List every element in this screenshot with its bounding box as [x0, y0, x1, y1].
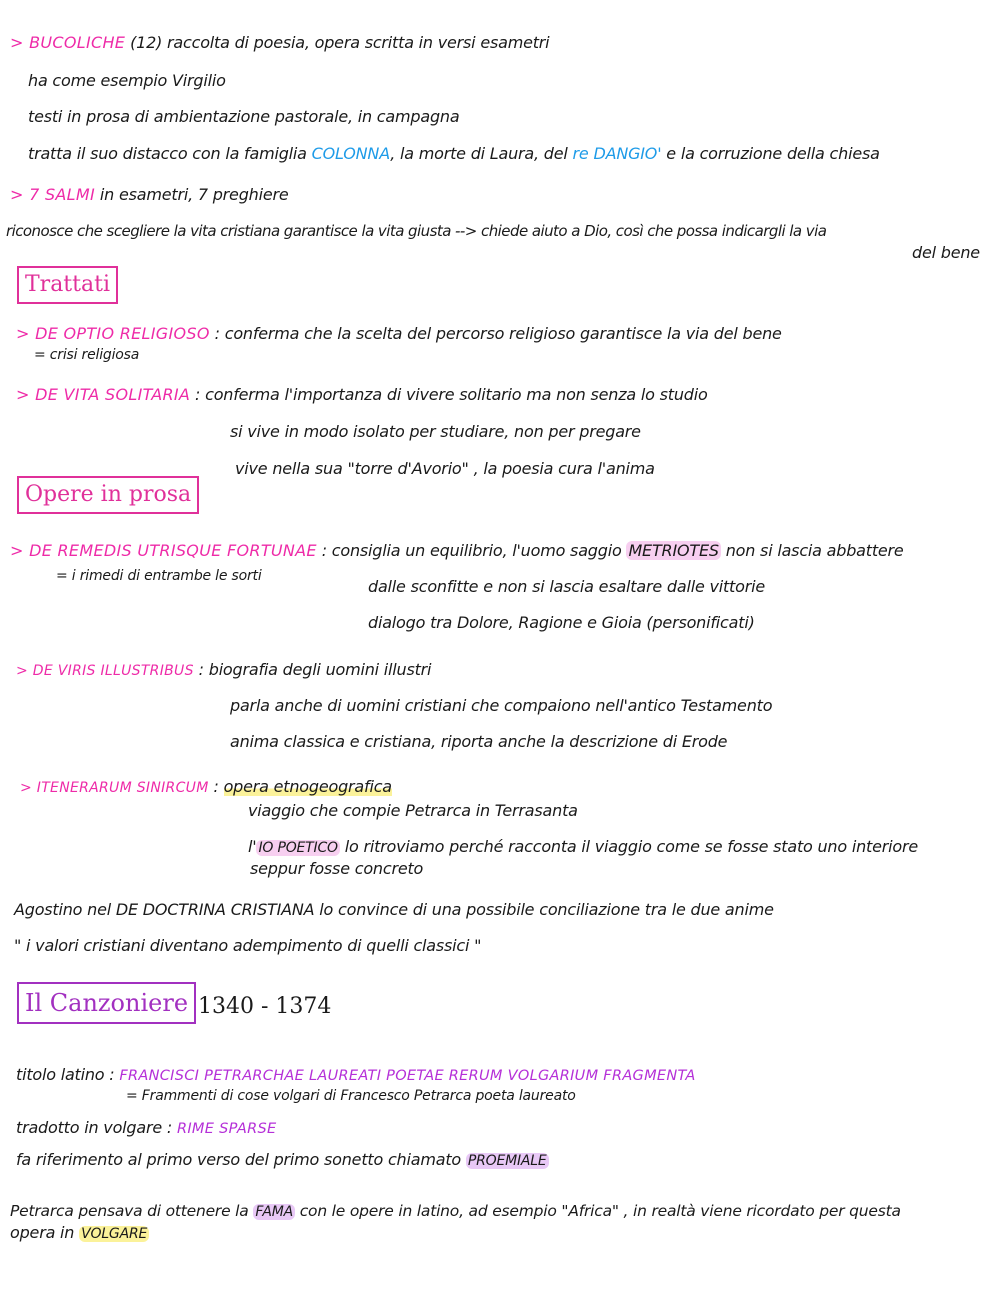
- vita-line-2: si vive in modo isolato per studiare, non per pregare: [230, 422, 641, 441]
- bucoliche-line-4c: e la corruzione della chiesa: [666, 144, 880, 163]
- remediis-desc-a: : consiglia un equilibrio, l'uomo saggio: [321, 541, 622, 560]
- titolo-latino-value: FRANCISCI PETRARCHAE LAUREATI POETAE RERUM VOLGARIUM FRAGMENTA: [119, 1068, 696, 1084]
- bucoliche-line-2: ha come esempio Virgilio: [28, 71, 226, 90]
- remediis-line-3: dialogo tra Dolore, Ragione e Gioia (personificati): [368, 613, 755, 632]
- fama-term: FAMA: [255, 1204, 293, 1220]
- viris-line-2: parla anche di uomini cristiani che compaiono nell'antico Testamento: [230, 696, 773, 715]
- remediis-line-1: [10, 540, 904, 562]
- riferimento-text: fa riferimento al primo verso del primo sonetto chiamato: [16, 1150, 461, 1169]
- bucoliche-line-1: [10, 32, 549, 54]
- itinerarium-colon: :: [213, 777, 219, 796]
- fama-text-b: con le opere in latino, ad esempio "Africa" , in realtà viene ricordato per questa: [299, 1202, 901, 1220]
- otio-line-1: [16, 323, 782, 345]
- fama-line-2: [10, 1222, 149, 1245]
- volgare-label: tradotto in volgare :: [16, 1118, 173, 1137]
- proemiale-term: PROEMIALE: [467, 1153, 547, 1169]
- bucoliche-line-4a: tratta il suo distacco con la famiglia: [28, 144, 307, 163]
- volgare-line: [16, 1117, 276, 1140]
- remediis-sub: = i rimedi di entrambe le sorti: [56, 568, 262, 584]
- agostino-line-1: Agostino nel DE DOCTRINA CRISTIANA lo convince di una possibile conciliazione tra le due anime: [14, 900, 774, 919]
- vita-title: > DE VITA SOLITARIA: [16, 385, 191, 404]
- canzoniere-heading: Il Canzoniere: [17, 982, 196, 1024]
- itinerarium-line-2: viaggio che compie Petrarca in Terrasanta: [248, 801, 578, 820]
- salmi-desc: in esametri, 7 preghiere: [99, 185, 289, 204]
- itinerarium-desc-1: opera etnogeografica: [223, 777, 392, 796]
- riferimento-line: [16, 1149, 549, 1172]
- bucoliche-desc: (12) raccolta di poesia, opera scritta in versi esametri: [130, 33, 550, 52]
- vita-desc: : conferma l'importanza di vivere solitario ma non senza lo studio: [195, 385, 708, 404]
- rime-sparse-term: RIME SPARSE: [176, 1121, 277, 1137]
- viris-title: > DE VIRIS ILLUSTRIBUS: [16, 663, 194, 679]
- bucoliche-line-4b: , la morte di Laura, del: [390, 144, 568, 163]
- bucoliche-line-4: [28, 143, 880, 165]
- volgare-term: VOLGARE: [81, 1226, 148, 1242]
- io-poetico-term: IO POETICO: [258, 840, 338, 856]
- salmi-line-1: [10, 184, 289, 206]
- salmi-line-2: riconosce che scegliere la vita cristiana garantisce la vita giusta --> chiede aiuto a Dio, così che possa indicargli la via: [6, 222, 827, 240]
- agostino-line-2: " i valori cristiani diventano adempimento di quelli classici ": [14, 936, 482, 955]
- viris-desc: : biografia degli uomini illustri: [198, 660, 432, 679]
- canzoniere-dates: 1340 - 1374: [198, 994, 332, 1019]
- opere-prosa-heading: Opere in prosa: [17, 476, 199, 514]
- re-dangio-term: re DANGIO': [572, 144, 662, 163]
- salmi-title: > 7 SALMI: [10, 185, 95, 204]
- otio-desc: : conferma che la scelta del percorso religioso garantisce la via del bene: [214, 324, 782, 343]
- otio-title: > DE OPTIO RELIGIOSO: [16, 324, 210, 343]
- fama-text-c: opera in: [10, 1223, 75, 1242]
- vita-line-1: [16, 384, 708, 406]
- itinerarium-line-3b: lo ritroviamo perché racconta il viaggio come se fosse stato uno interiore: [344, 837, 918, 856]
- metriotes-term: METRIOTES: [628, 541, 719, 560]
- colonna-term: COLONNA: [311, 144, 391, 163]
- viris-line-3: anima classica e cristiana, riporta anche la descrizione di Erode: [230, 732, 728, 751]
- titolo-traduzione: = Frammenti di cose volgari di Francesco Petrarca poeta laureato: [126, 1088, 576, 1104]
- titolo-latino-line: [16, 1064, 696, 1087]
- itinerarium-line-4: seppur fosse concreto: [250, 859, 424, 878]
- bucoliche-line-3: testi in prosa di ambientazione pastorale, in campagna: [28, 107, 460, 126]
- otio-sub: = crisi religiosa: [34, 347, 140, 363]
- titolo-latino-label: titolo latino :: [16, 1065, 115, 1084]
- remediis-desc-b: non si lascia abbattere: [725, 541, 904, 560]
- trattati-heading: Trattati: [17, 266, 118, 304]
- fama-text-a: Petrarca pensava di ottenere la: [10, 1202, 249, 1220]
- vita-line-3: vive nella sua "torre d'Avorio" , la poesia cura l'anima: [235, 459, 655, 478]
- itinerarium-line-3a: l': [248, 837, 257, 856]
- itinerarium-line-1: [20, 776, 392, 799]
- itinerarium-line-3: [248, 836, 918, 859]
- itinerarium-title: > ITENERARUM SINIRCUM: [20, 780, 209, 796]
- remediis-line-2: dalle sconfitte e non si lascia esaltare dalle vittorie: [368, 577, 765, 596]
- salmi-line-3: del bene: [912, 243, 980, 262]
- bucoliche-title: > BUCOLICHE: [10, 33, 126, 52]
- viris-line-1: [16, 659, 431, 682]
- remediis-title: > DE REMEDIS UTRISQUE FORTUNAE: [10, 541, 317, 560]
- fama-line-1: [10, 1200, 901, 1223]
